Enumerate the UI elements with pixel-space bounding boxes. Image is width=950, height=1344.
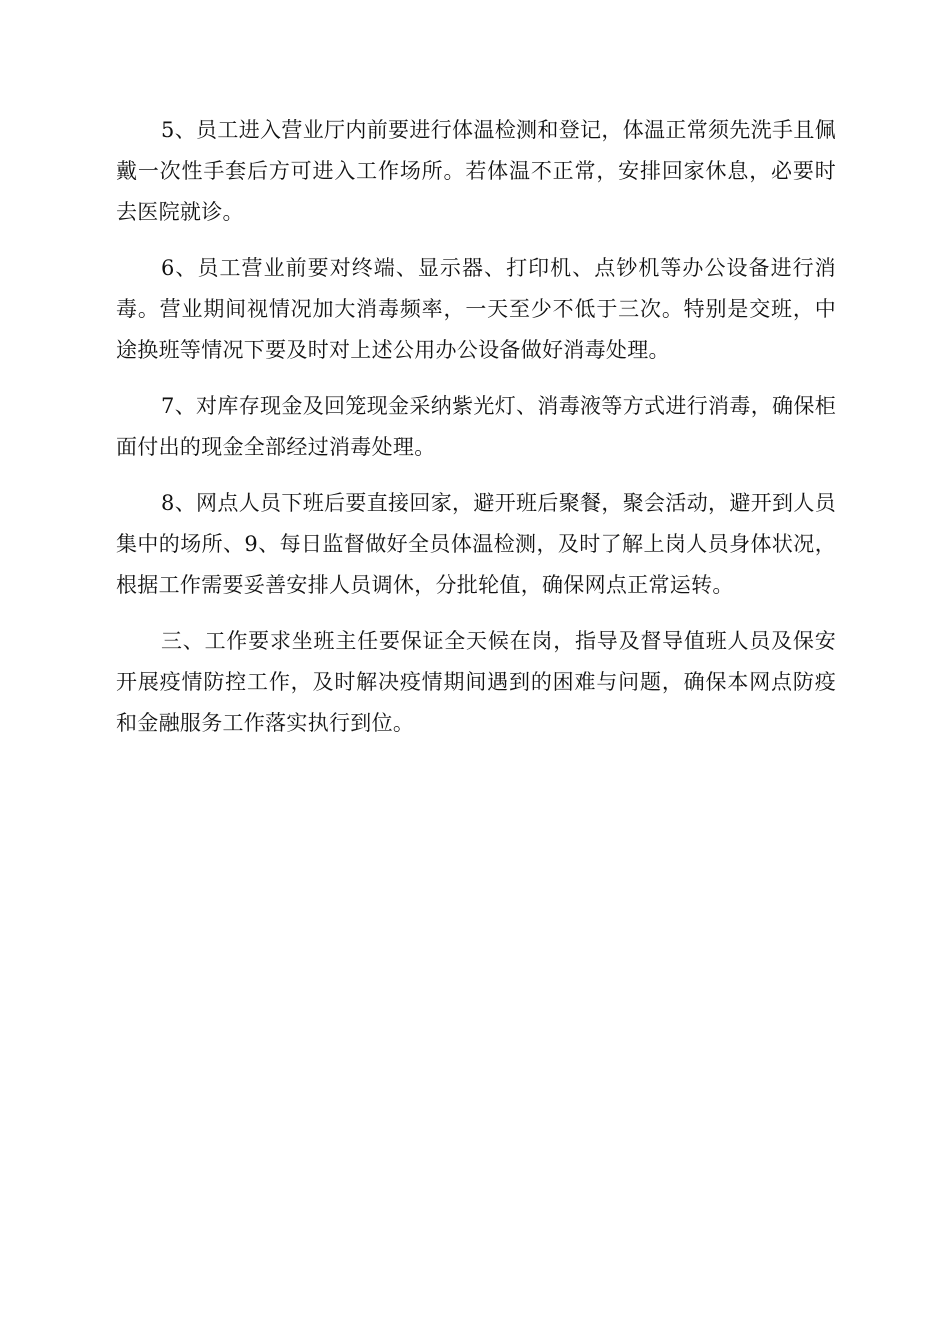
document-body <box>116 110 836 759</box>
paragraph-item-7: 7、对库存现金及回笼现金采纳紫光灯、消毒液等方式进行消毒，确保柜面付出的现金全部经过消毒处理。 <box>116 394 836 459</box>
paragraph-item-5: 5、员工进入营业厅内前要进行体温检测和登记，体温正常须先洗手且佩戴一次性手套后方可进入工作场所。若体温不正常，安排回家休息，必要时去医院就诊。 <box>116 118 836 224</box>
paragraph-item-6: 6、员工营业前要对终端、显示器、打印机、点钞机等办公设备进行消毒。营业期间视情况加大消毒频率，一天至少不低于三次。特别是交班，中途换班等情况下要及时对上述公用办公设备做好消毒处理。 <box>116 256 836 362</box>
paragraph-item-8: 8、网点人员下班后要直接回家，避开班后聚餐，聚会活动，避开到人员集中的场所、9、每日监督做好全员体温检测，及时了解上岗人员身体状况，根据工作需要妥善安排人员调休，分批轮值，确保网点正常运转。 <box>116 491 836 597</box>
paragraph-work-requirements: 三、工作要求坐班主任要保证全天候在岗，指导及督导值班人员及保安开展疫情防控工作，及时解决疫情期间遇到的困难与问题，确保本网点防疫和金融服务工作落实执行到位。 <box>116 629 836 735</box>
